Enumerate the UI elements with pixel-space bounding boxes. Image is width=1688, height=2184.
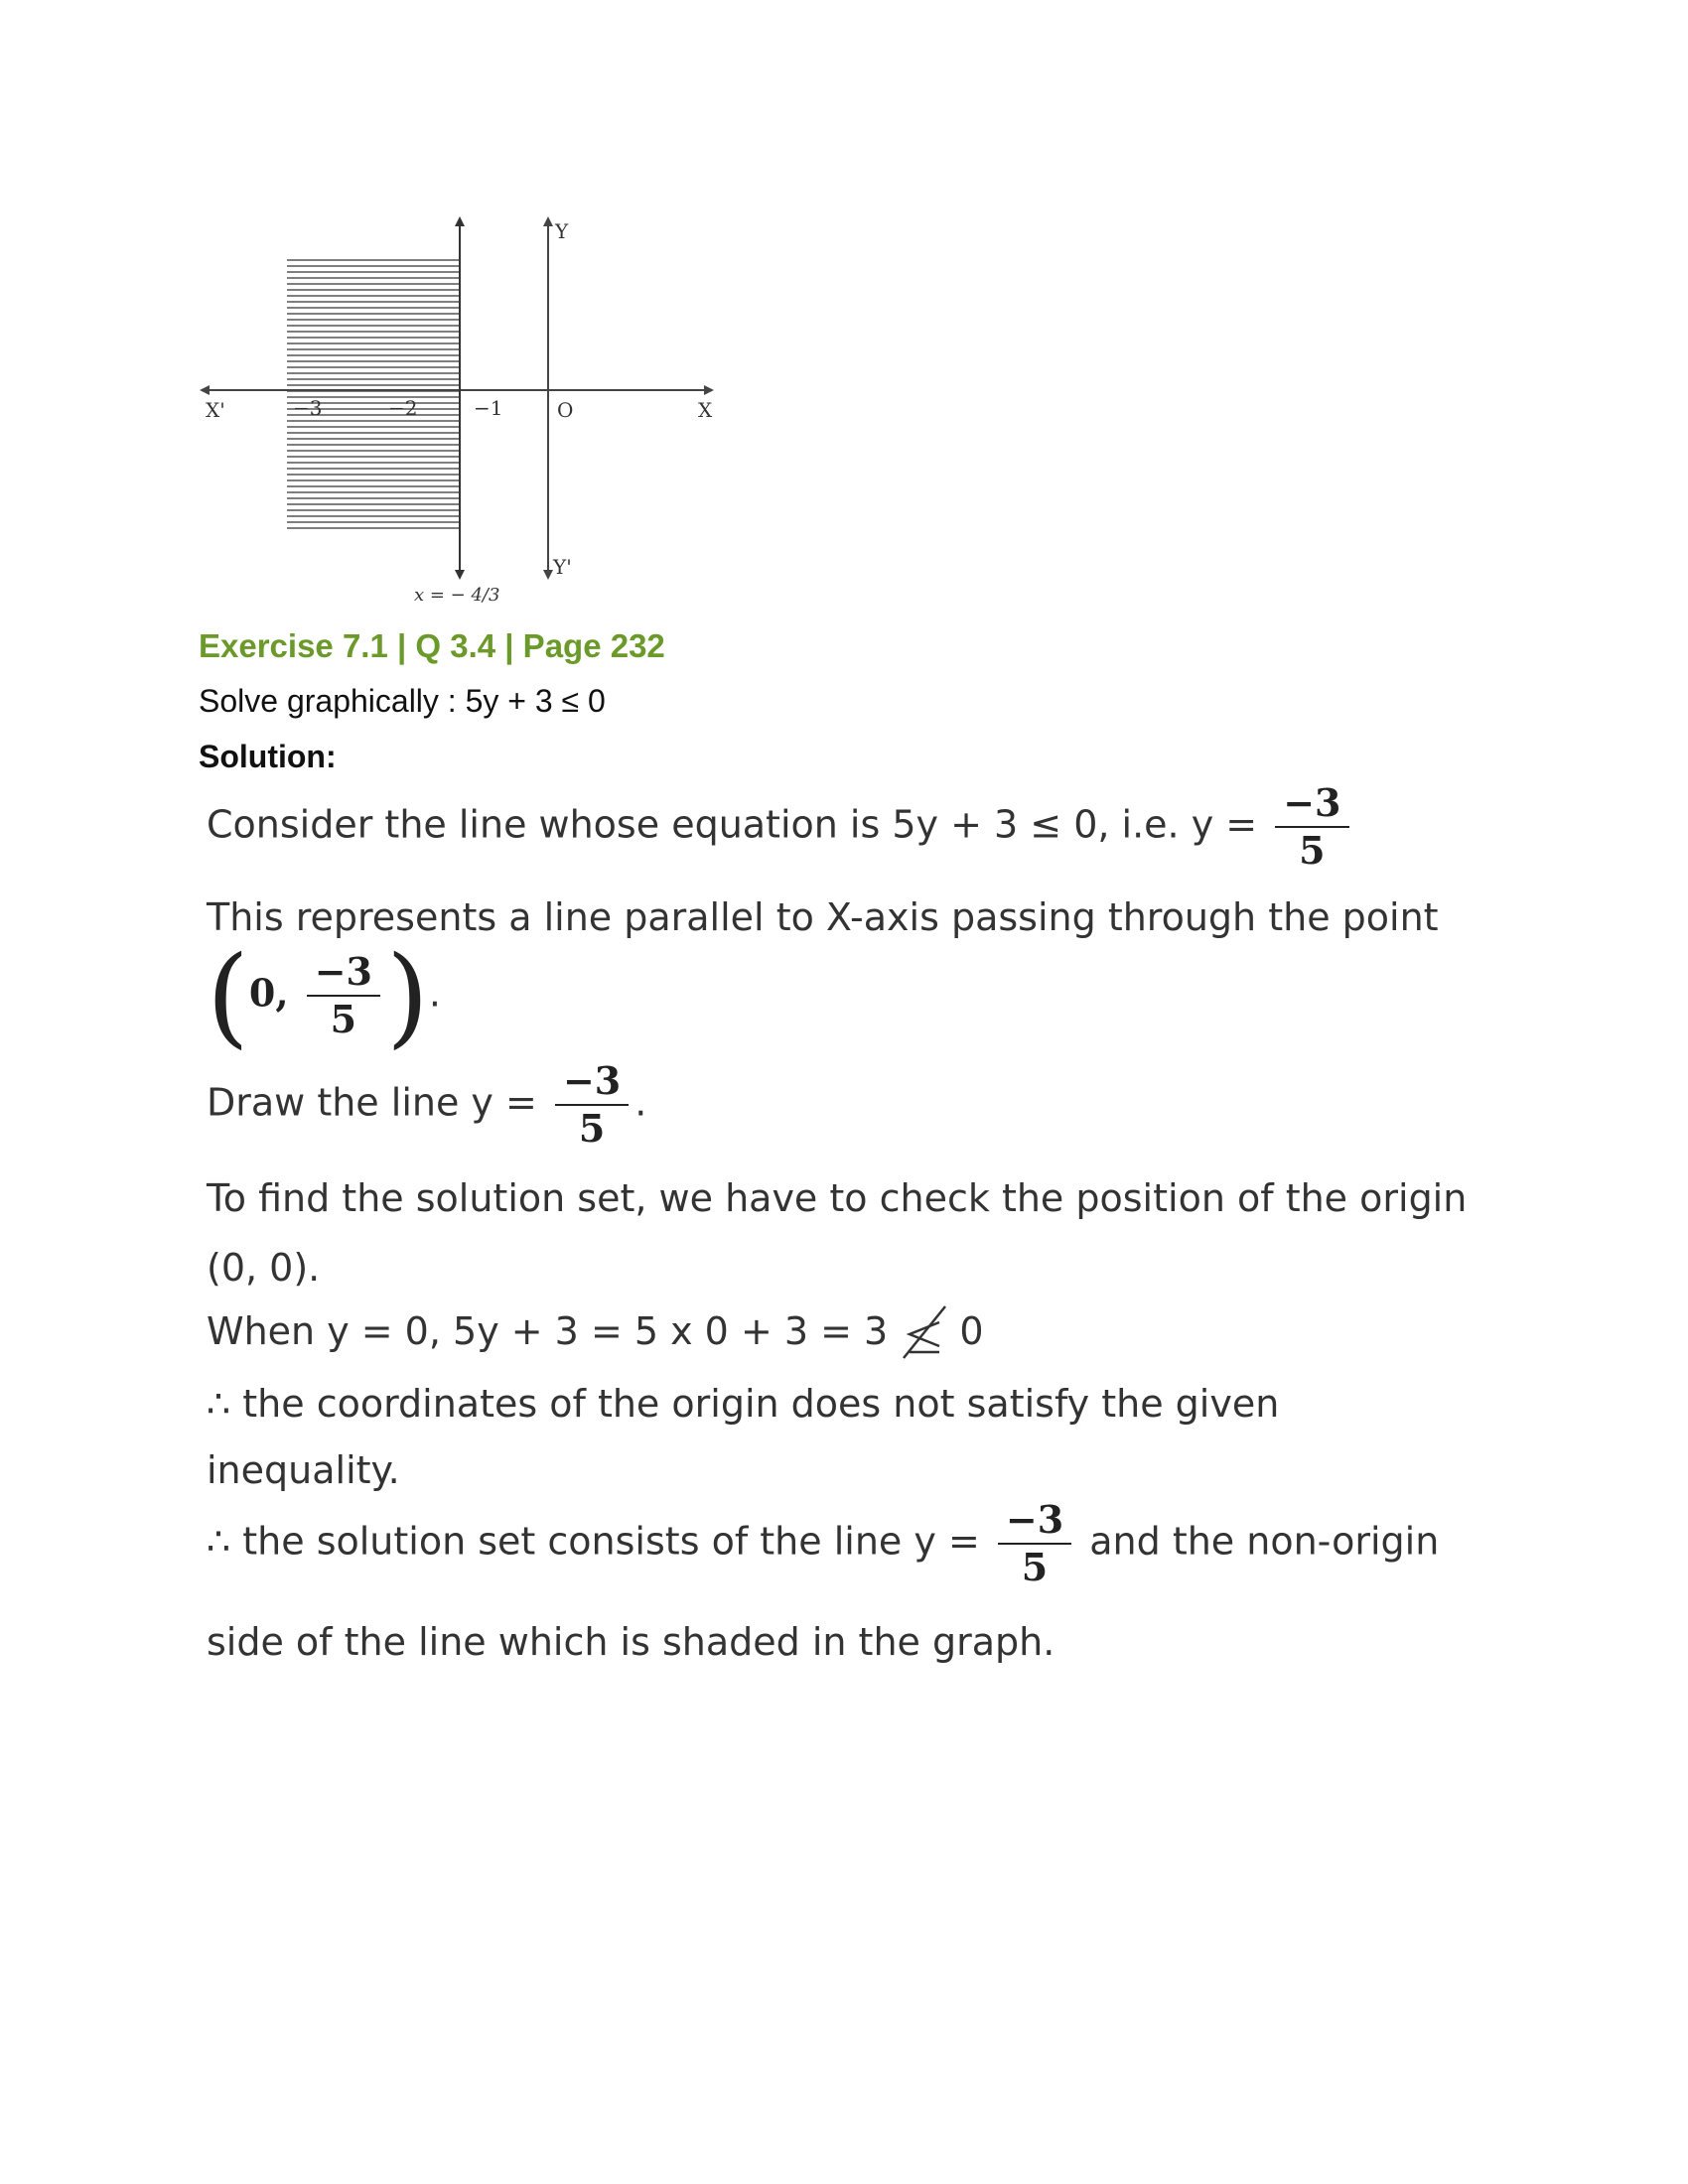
solution-line-3-period: . — [428, 971, 441, 1016]
x-axis-arrow-right — [704, 385, 714, 395]
solution-line-7-end: 0 — [959, 1309, 984, 1353]
solution-line-7-text: When y = 0, 5y + 3 = 5 x 0 + 3 = 3 — [207, 1309, 889, 1353]
paren-open: ( — [207, 932, 249, 1059]
fraction-denominator: 5 — [330, 997, 357, 1041]
axis-label-y-bottom: Y' — [553, 555, 572, 579]
axis-label-x-left: X' — [206, 398, 225, 422]
solution-line-4 — [207, 1058, 647, 1151]
axis-label-x-right: X — [698, 398, 713, 422]
y-axis-arrow-bottom — [543, 570, 553, 580]
origin-label: O — [557, 398, 574, 422]
inequality-graph — [194, 208, 735, 611]
boundary-arrow-bottom — [455, 570, 465, 580]
paren-close: ) — [385, 932, 429, 1059]
boundary-line-label: x = − 4/3 — [414, 585, 500, 606]
point-zero: 0, — [248, 970, 289, 1016]
fraction — [555, 1058, 629, 1151]
x-axis-arrow-left — [200, 385, 210, 395]
boundary-arrow-top — [455, 216, 465, 226]
fraction — [307, 949, 380, 1041]
fraction-numerator: −3 — [307, 953, 380, 997]
solution-line-8: ∴ the coordinates of the origin does not satisfy the given — [207, 1382, 1280, 1426]
not-less-equal-icon — [900, 1314, 947, 1354]
solution-line-9: inequality. — [207, 1448, 400, 1492]
solution-line-4-text: Draw the line y = — [207, 1080, 537, 1125]
tick-label-minus-1: −1 — [474, 396, 503, 420]
fraction-numerator: −3 — [998, 1501, 1071, 1545]
solution-line-7 — [207, 1309, 984, 1354]
fraction — [998, 1497, 1071, 1589]
fraction-numerator: −3 — [555, 1062, 629, 1106]
axis-label-y-top: Y — [555, 219, 569, 243]
fraction-numerator: −3 — [1275, 784, 1348, 828]
solution-line-10 — [207, 1497, 1440, 1589]
question-text: Solve graphically : 5y + 3 ≤ 0 — [199, 683, 606, 719]
solution-line-4-period: . — [634, 1080, 647, 1125]
solution-label: Solution: — [199, 739, 337, 774]
fraction-denominator: 5 — [578, 1106, 606, 1151]
solution-line-2: This represents a line parallel to X-axis passing through the point — [207, 895, 1439, 939]
solution-line-1-text: Consider the line whose equation is 5y + 3 ≤ 0, i.e. y = — [207, 802, 1258, 847]
tick-label-minus-3: −3 — [293, 396, 323, 420]
solution-line-11: side of the line which is shaded in the graph. — [207, 1620, 1055, 1664]
y-axis-arrow-top — [543, 216, 553, 226]
solution-line-3 — [207, 932, 441, 1059]
tick-label-minus-2: −2 — [388, 396, 418, 420]
exercise-heading: Exercise 7.1 | Q 3.4 | Page 232 — [199, 627, 665, 664]
solution-line-5: To find the solution set, we have to check the position of the origin — [207, 1176, 1468, 1220]
solution-line-1 — [207, 780, 1355, 873]
fraction-denominator: 5 — [1021, 1545, 1049, 1589]
fraction — [1275, 780, 1348, 873]
solution-line-10-end: and the non-origin — [1089, 1519, 1440, 1564]
solution-line-10-text: ∴ the solution set consists of the line y = — [207, 1519, 980, 1564]
solution-line-6: (0, 0). — [207, 1246, 321, 1290]
fraction-denominator: 5 — [1299, 828, 1326, 873]
shaded-region — [287, 260, 460, 528]
